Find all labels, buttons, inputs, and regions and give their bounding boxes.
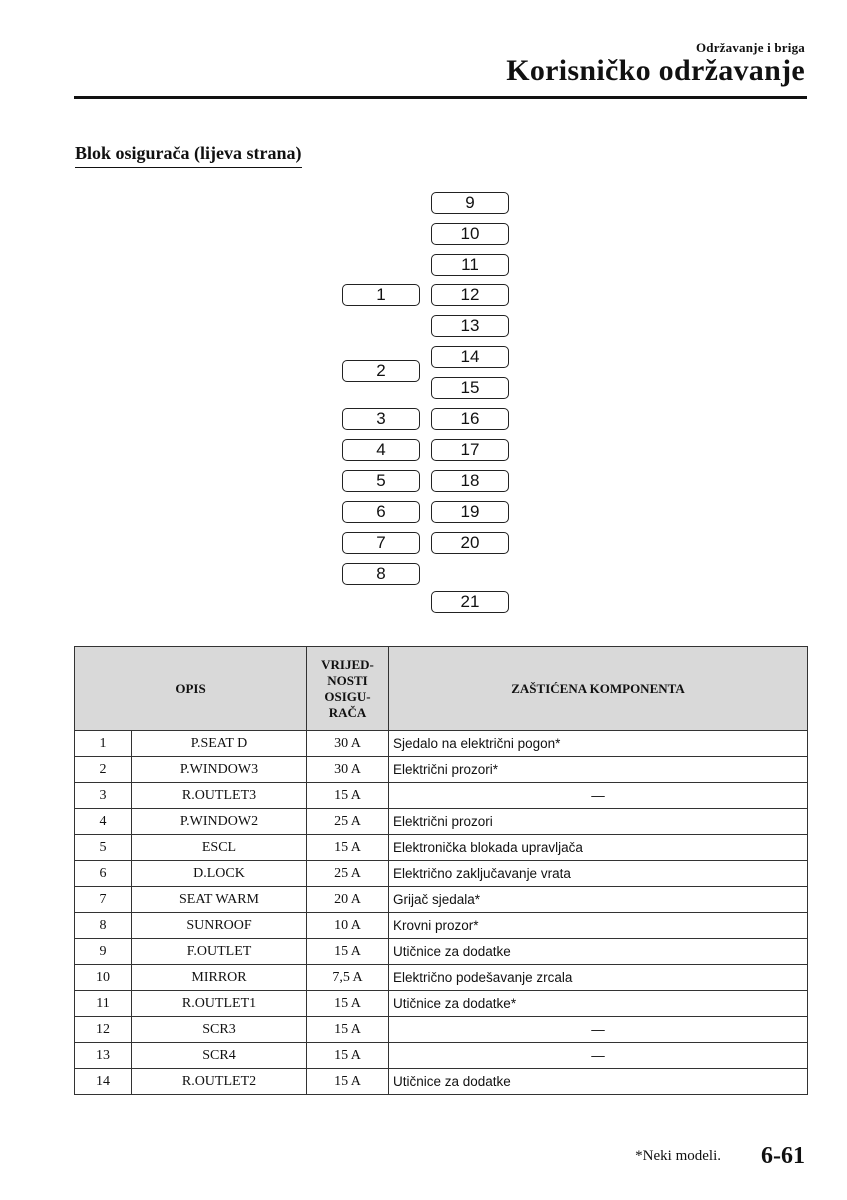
cell-fuse-rating: 15 A bbox=[307, 1043, 389, 1069]
cell-fuse-name: P.WINDOW3 bbox=[132, 757, 307, 783]
header-desc: OPIS bbox=[75, 647, 307, 731]
cell-fuse-name: SEAT WARM bbox=[132, 887, 307, 913]
cell-fuse-rating: 10 A bbox=[307, 913, 389, 939]
cell-fuse-number: 7 bbox=[75, 887, 132, 913]
header-rating: VRIJED- NOSTI OSIGU- RAČA bbox=[307, 647, 389, 731]
fuse-slot: 10 bbox=[431, 223, 509, 245]
cell-protected-component: — bbox=[389, 783, 808, 809]
table-row bbox=[75, 757, 808, 783]
cell-fuse-number: 10 bbox=[75, 965, 132, 991]
table-row bbox=[75, 991, 808, 1017]
cell-fuse-number: 11 bbox=[75, 991, 132, 1017]
fuse-slot: 4 bbox=[342, 439, 420, 461]
cell-fuse-number: 9 bbox=[75, 939, 132, 965]
header-rule bbox=[74, 96, 807, 99]
table-row bbox=[75, 887, 808, 913]
fuse-slot: 6 bbox=[342, 501, 420, 523]
cell-fuse-rating: 15 A bbox=[307, 939, 389, 965]
cell-fuse-name: P.SEAT D bbox=[132, 731, 307, 757]
cell-protected-component: — bbox=[389, 1043, 808, 1069]
fuse-slot: 12 bbox=[431, 284, 509, 306]
page-title: Korisničko održavanje bbox=[506, 54, 805, 87]
fuse-slot: 5 bbox=[342, 470, 420, 492]
fuse-slot: 2 bbox=[342, 360, 420, 382]
table-row bbox=[75, 965, 808, 991]
fuse-slot: 21 bbox=[431, 591, 509, 613]
cell-fuse-number: 4 bbox=[75, 809, 132, 835]
cell-protected-component: Električno zaključavanje vrata bbox=[389, 861, 808, 887]
cell-fuse-name: SCR4 bbox=[132, 1043, 307, 1069]
cell-fuse-rating: 15 A bbox=[307, 1017, 389, 1043]
cell-protected-component: Elektronička blokada upravljača bbox=[389, 835, 808, 861]
table-header-row bbox=[75, 647, 808, 731]
cell-fuse-name: ESCL bbox=[132, 835, 307, 861]
fuse-slot: 7 bbox=[342, 532, 420, 554]
fuse-slot: 11 bbox=[431, 254, 509, 276]
cell-fuse-rating: 15 A bbox=[307, 783, 389, 809]
cell-fuse-name: R.OUTLET1 bbox=[132, 991, 307, 1017]
table-row bbox=[75, 783, 808, 809]
table-row bbox=[75, 939, 808, 965]
fuse-slot: 1 bbox=[342, 284, 420, 306]
header-section-label: Održavanje i briga bbox=[695, 40, 805, 55]
cell-fuse-name: SUNROOF bbox=[132, 913, 307, 939]
table-row bbox=[75, 861, 808, 887]
table-row bbox=[75, 731, 808, 757]
cell-protected-component: Električno podešavanje zrcala bbox=[389, 965, 808, 991]
section-title: Blok osigurača (lijeva strana) bbox=[75, 143, 302, 168]
cell-fuse-rating: 25 A bbox=[307, 809, 389, 835]
cell-protected-component: — bbox=[389, 1017, 808, 1043]
cell-protected-component: Utičnice za dodatke bbox=[389, 939, 808, 965]
table-row bbox=[75, 1017, 808, 1043]
cell-fuse-rating: 15 A bbox=[307, 1069, 389, 1095]
fuse-slot: 16 bbox=[431, 408, 509, 430]
fuse-slot: 13 bbox=[431, 315, 509, 337]
fuse-slot: 15 bbox=[431, 377, 509, 399]
fuse-slot: 17 bbox=[431, 439, 509, 461]
header-component: ZAŠTIĆENA KOMPONENTA bbox=[389, 647, 808, 731]
table-row bbox=[75, 1043, 808, 1069]
cell-protected-component: Sjedalo na električni pogon* bbox=[389, 731, 808, 757]
cell-protected-component: Električni prozori* bbox=[389, 757, 808, 783]
cell-fuse-name: R.OUTLET3 bbox=[132, 783, 307, 809]
fuse-slot: 20 bbox=[431, 532, 509, 554]
fuse-slot: 14 bbox=[431, 346, 509, 368]
cell-fuse-number: 2 bbox=[75, 757, 132, 783]
cell-protected-component: Krovni prozor* bbox=[389, 913, 808, 939]
cell-fuse-name: P.WINDOW2 bbox=[132, 809, 307, 835]
cell-protected-component: Utičnice za dodatke bbox=[389, 1069, 808, 1095]
fuse-slot: 3 bbox=[342, 408, 420, 430]
cell-fuse-name: R.OUTLET2 bbox=[132, 1069, 307, 1095]
table-row bbox=[75, 1069, 808, 1095]
footnote: *Neki modeli. bbox=[635, 1148, 721, 1164]
cell-fuse-name: F.OUTLET bbox=[132, 939, 307, 965]
cell-fuse-rating: 30 A bbox=[307, 731, 389, 757]
cell-fuse-number: 13 bbox=[75, 1043, 132, 1069]
cell-fuse-name: D.LOCK bbox=[132, 861, 307, 887]
cell-fuse-rating: 7,5 A bbox=[307, 965, 389, 991]
cell-fuse-number: 14 bbox=[75, 1069, 132, 1095]
page-number: 6-61 bbox=[761, 1143, 805, 1169]
cell-fuse-rating: 30 A bbox=[307, 757, 389, 783]
cell-fuse-rating: 15 A bbox=[307, 835, 389, 861]
cell-fuse-rating: 20 A bbox=[307, 887, 389, 913]
cell-fuse-number: 3 bbox=[75, 783, 132, 809]
cell-fuse-number: 1 bbox=[75, 731, 132, 757]
cell-fuse-number: 6 bbox=[75, 861, 132, 887]
fuse-slot: 19 bbox=[431, 501, 509, 523]
cell-protected-component: Grijač sjedala* bbox=[389, 887, 808, 913]
cell-fuse-number: 8 bbox=[75, 913, 132, 939]
fuse-slot: 9 bbox=[431, 192, 509, 214]
cell-fuse-rating: 15 A bbox=[307, 991, 389, 1017]
cell-protected-component: Utičnice za dodatke* bbox=[389, 991, 808, 1017]
cell-fuse-rating: 25 A bbox=[307, 861, 389, 887]
table-row bbox=[75, 809, 808, 835]
cell-fuse-number: 5 bbox=[75, 835, 132, 861]
cell-protected-component: Električni prozori bbox=[389, 809, 808, 835]
cell-fuse-number: 12 bbox=[75, 1017, 132, 1043]
fuse-slot: 18 bbox=[431, 470, 509, 492]
table-row bbox=[75, 835, 808, 861]
fuse-table bbox=[74, 646, 808, 1095]
fuse-slot: 8 bbox=[342, 563, 420, 585]
cell-fuse-name: SCR3 bbox=[132, 1017, 307, 1043]
cell-fuse-name: MIRROR bbox=[132, 965, 307, 991]
table-row bbox=[75, 913, 808, 939]
